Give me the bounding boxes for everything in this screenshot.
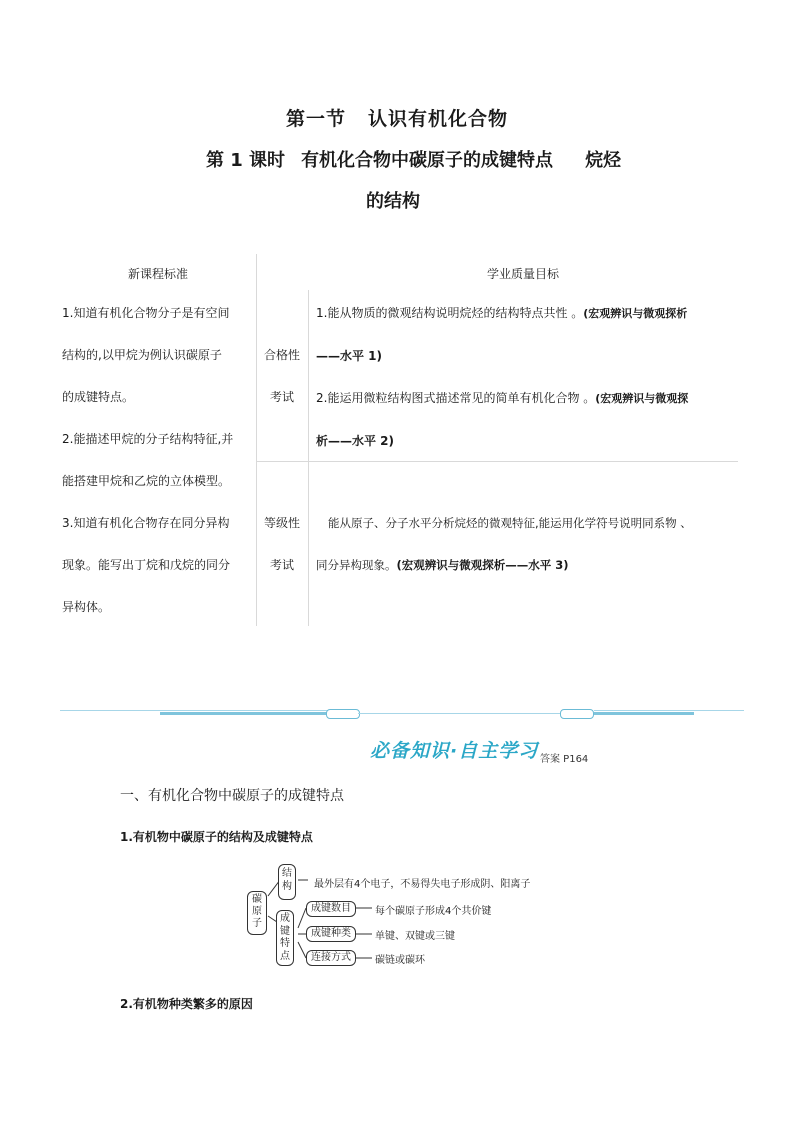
pass-exam-goals: 1.能从物质的微观结构说明烷烃的结构特点共性 。(宏观辨识与微观探析 ——水平 1) 2.能运用微粒结构图式描述常见的简单有机化合物 。(宏观辨识与微观探 析——水平 2) [316,306,689,448]
answer-reference: 答案 P164 [540,754,589,765]
lesson-name-tail: 烷烃 [585,150,622,171]
lesson-title [206,146,621,172]
table-divider [308,290,309,626]
curriculum-standard-header: 新课程标准 [127,267,188,281]
bond-count-description: 每个碳原子形成4个共价键 [375,906,492,917]
section-number: 第一节 [285,108,346,130]
banner-line-center [358,713,562,714]
structure-description: 最外层有4个电子，不易得失电子形成阴、阳离子 [314,879,531,890]
banner-cap-right [560,709,594,719]
banner-line-left-accent [160,712,330,715]
bond-count-box: 成键数目 [306,901,356,917]
section-heading: 一、有机化合物中碳原子的成键特点 [120,788,344,804]
connection-mode-description: 碳链或碳环 [375,955,425,966]
bond-type-box: 成键种类 [306,926,356,942]
banner-line-left [60,710,330,711]
subsection-heading-1: 1.有机物中碳原子的结构及成键特点 [120,830,313,844]
subsection-heading-2: 2.有机物种类繁多的原因 [120,997,253,1011]
lesson-title-continued: 的结构 [366,191,420,212]
lesson-name: 有机化合物中碳原子的成键特点 [301,150,554,171]
chapter-title [0,104,794,131]
connection-mode-box: 连接方式 [306,950,356,966]
bonding-features-box: 成键特点 [276,910,294,966]
banner-cap-left [326,709,360,719]
grade-exam-goals: 能从原子、分子水平分析烷烃的微观特征,能运用化学符号说明同系物 、 同分异构现象。(宏观辨识与微观探析——水平 3) [316,516,692,572]
grade-exam-label: 等级性 考试 [263,516,300,572]
banner-line-right-accent [594,712,694,715]
structure-box: 结构 [278,864,296,900]
quality-goal-header: 学业质量目标 [486,267,559,281]
carbon-atom-box: 碳原子 [247,891,267,935]
banner-line-right [594,710,744,711]
pass-exam-label: 合格性 考试 [263,348,300,404]
lesson-number: 第 1 课时 [206,150,286,171]
section-name: 认识有机化合物 [368,108,509,130]
banner-title: 必备知识·自主学习 [370,740,539,762]
bond-type-description: 单键、双键或三键 [375,931,455,942]
curriculum-standard-cell: 1.知道有机化合物分子是有空间 结构的,以甲烷为例认识碳原子 的成键特点。 2.能描述甲烷的分子结构特征,并 能搭建甲烷和乙烷的立体模型。 3.知道有机化合物存在同分异构 现象。能写出丁烷和戊烷的同分 异构体。 [62,306,234,614]
